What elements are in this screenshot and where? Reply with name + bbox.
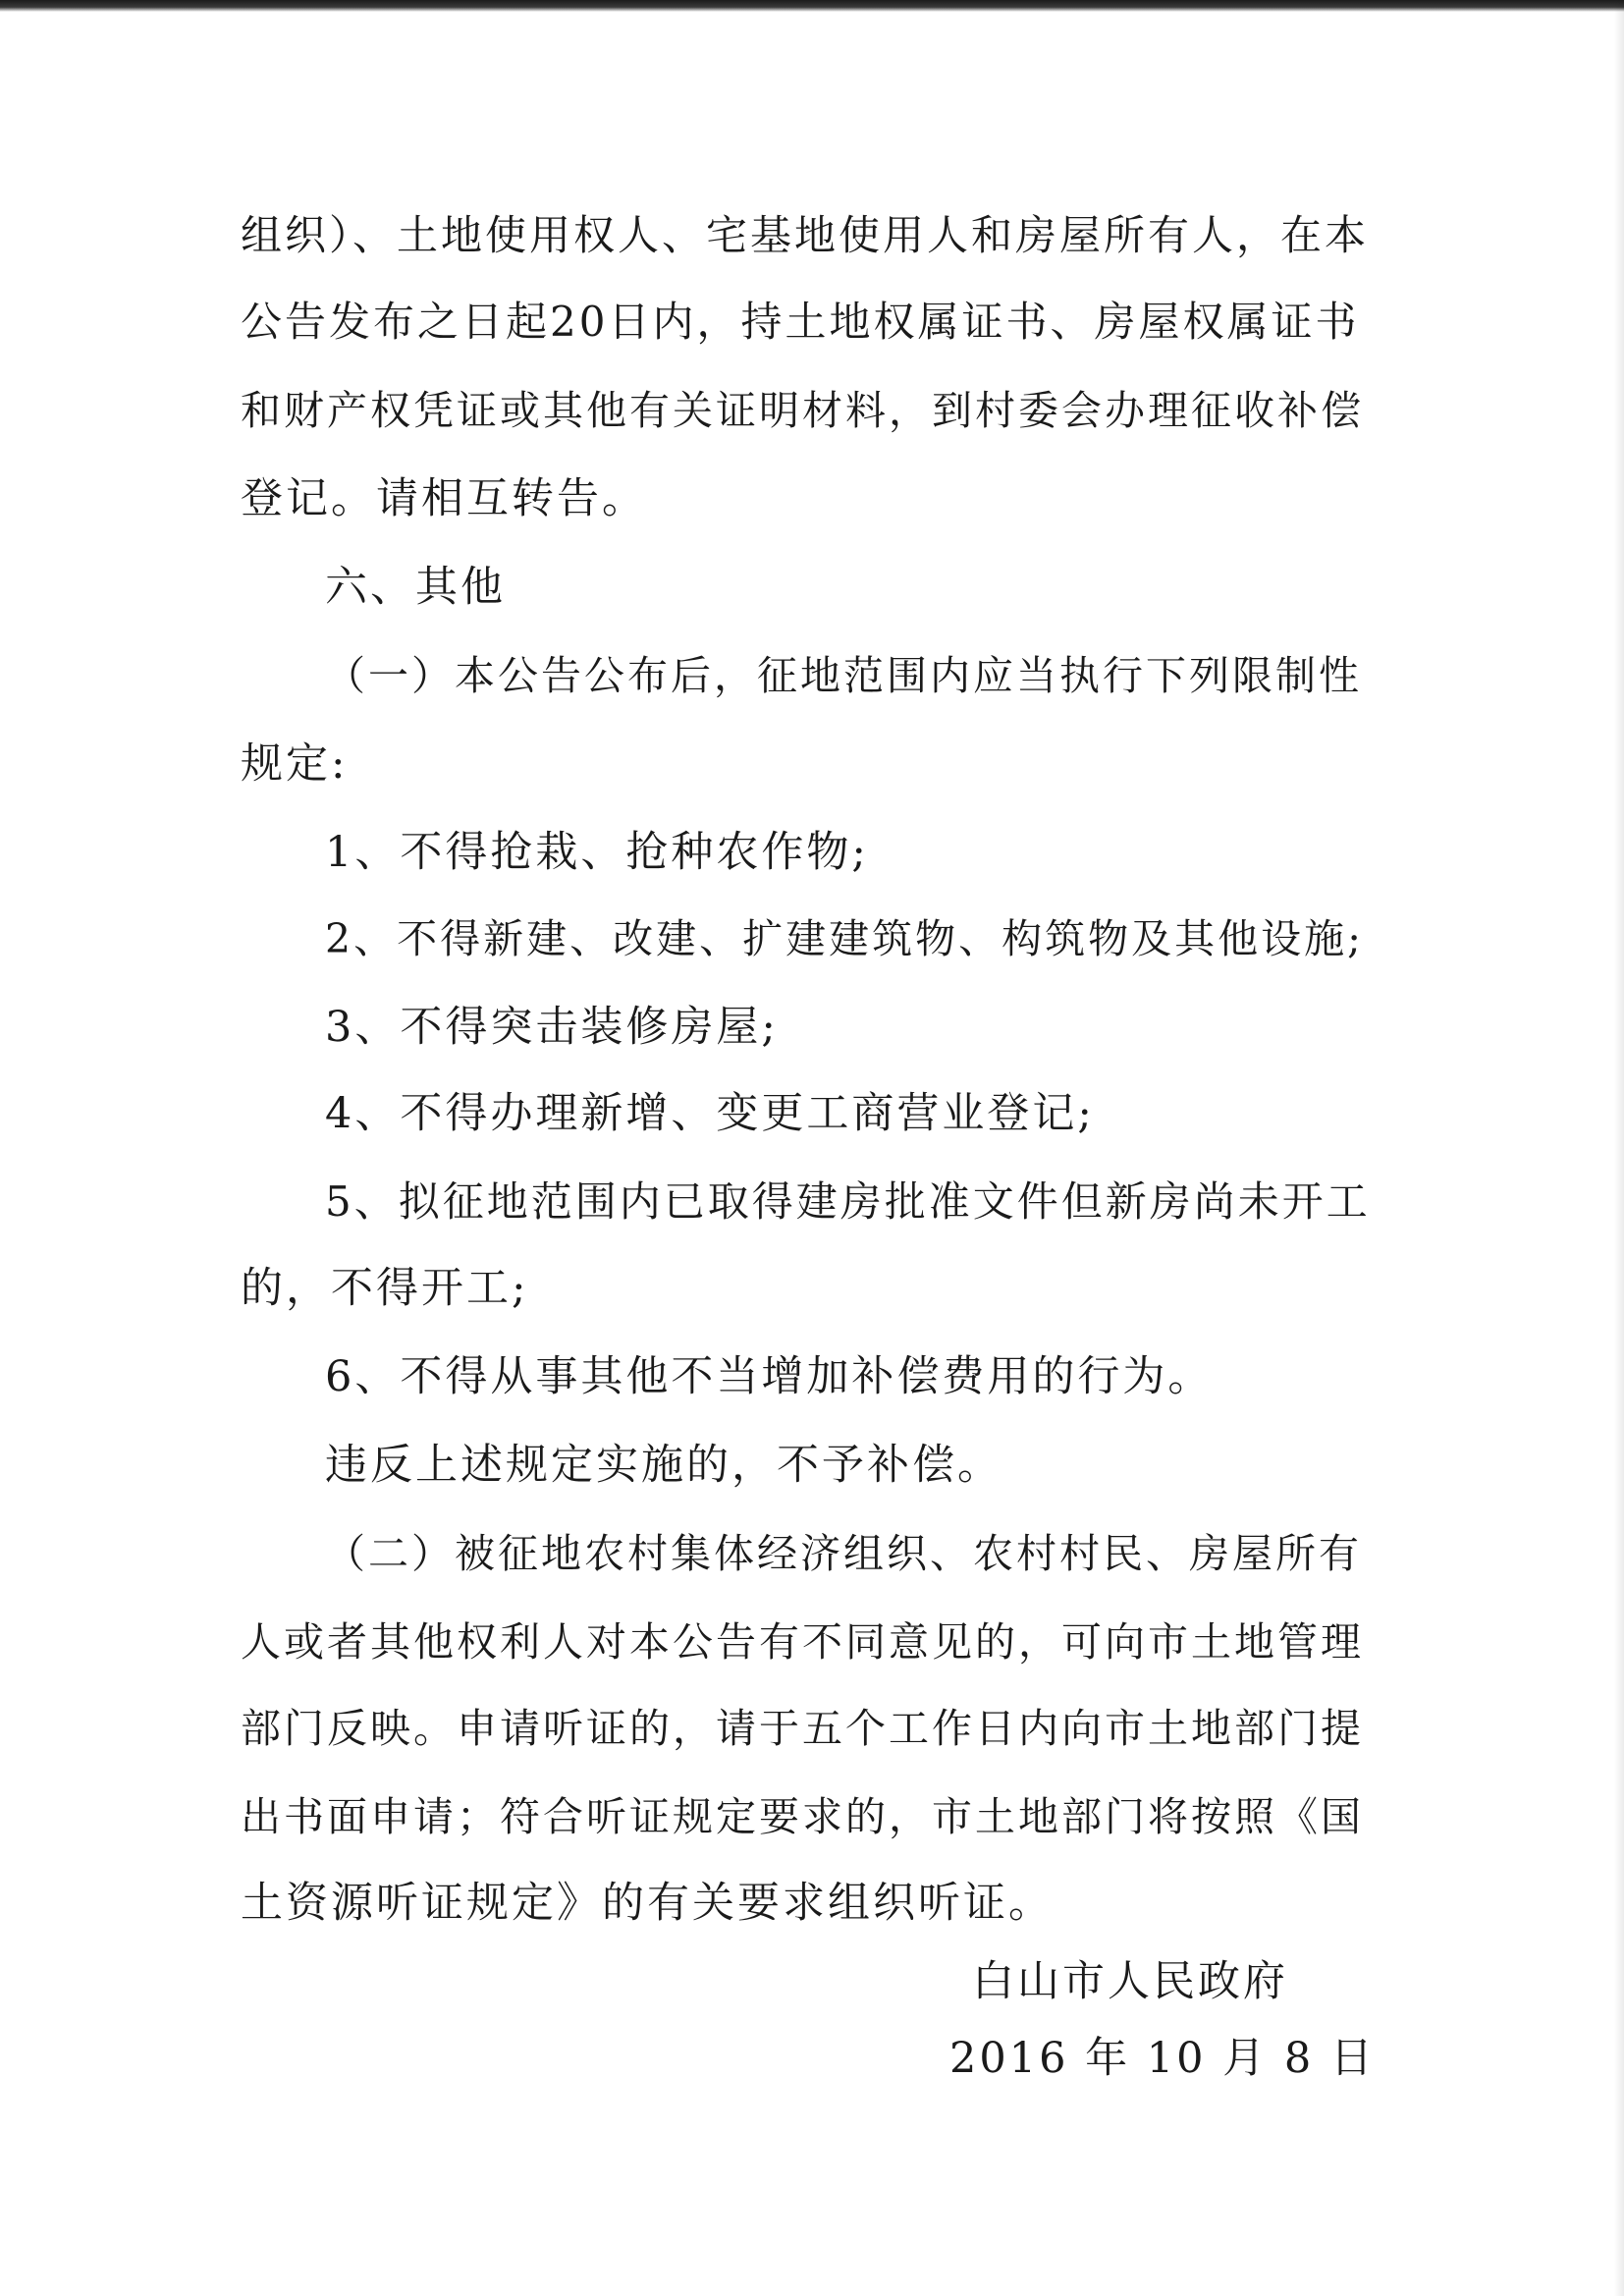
subsection-1-line-2: 规定:: [241, 739, 349, 789]
restriction-item-5-cont: 的，不得开工;: [241, 1264, 529, 1313]
restriction-item-1: 1、不得抢栽、抢种农作物;: [325, 828, 869, 877]
registration-line-3: 和财产权凭证或其他有关证明材料，到村委会办理征收补偿: [241, 387, 1364, 434]
subsection-2-line-1: （二）被征地农村集体经济组织、农村村民、房屋所有: [325, 1530, 1362, 1577]
scan-right-edge: [1614, 0, 1624, 2296]
registration-line-1: 组织）、土地使用权人、宅基地使用人和房屋所有人，在本: [241, 211, 1370, 259]
restriction-item-6: 6、不得从事其他不当增加补偿费用的行为。: [325, 1352, 1214, 1401]
subsection-2-line-5: 土资源听证规定》的有关要求组织听证。: [241, 1879, 1054, 1928]
subsection-2-line-2: 人或者其他权利人对本公告有不同意见的，可向市土地管理: [241, 1618, 1364, 1666]
scan-top-edge: [0, 0, 1624, 12]
issuer-signature: 白山市人民政府: [972, 1957, 1288, 2006]
restriction-item-3: 3、不得突击装修房屋;: [325, 1003, 779, 1052]
section-heading-other: 六、其他: [325, 563, 506, 612]
registration-line-4: 登记。请相互转告。: [241, 474, 647, 523]
restriction-item-4: 4、不得办理新增、变更工商营业登记;: [325, 1089, 1095, 1138]
violation-note: 违反上述规定实施的，不予补偿。: [325, 1441, 1002, 1490]
issue-date: 2016 年 10 月 8 日: [949, 2034, 1376, 2083]
subsection-1-line-1: （一）本公告公布后，征地范围内应当执行下列限制性: [325, 652, 1362, 699]
subsection-2-line-3: 部门反映。申请听证的，请于五个工作日内向市土地部门提: [241, 1705, 1364, 1752]
restriction-item-5: 5、拟征地范围内已取得建房批准文件但新房尚未开工: [325, 1177, 1371, 1226]
registration-line-2: 公告发布之日起20日内，持土地权属证书、房屋权属证书: [241, 298, 1360, 346]
restriction-item-2: 2、不得新建、改建、扩建建筑物、构筑物及其他设施;: [325, 915, 1364, 962]
subsection-2-line-4: 出书面申请；符合听证规定要求的，市土地部门将按照《国: [241, 1793, 1364, 1840]
